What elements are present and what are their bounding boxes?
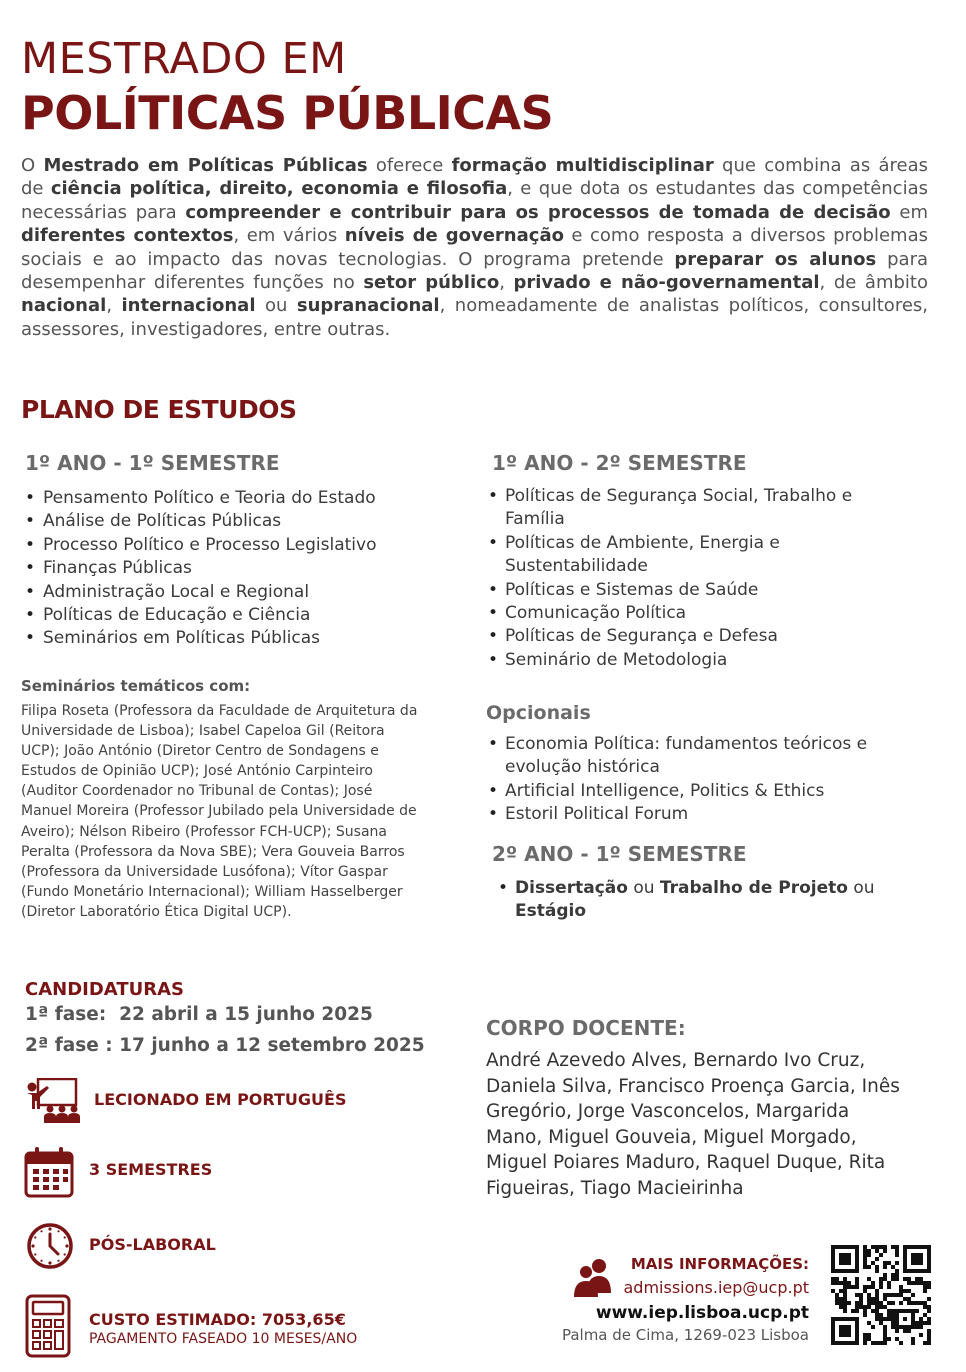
sem1-course-item: • Pensamento Político e Teoria do Estado: [21, 487, 461, 510]
feature-schedule: PÓS-LABORAL: [89, 1235, 216, 1254]
sem2-list: [486, 485, 906, 672]
corpo-docente-title: CORPO DOCENTE:: [486, 1016, 686, 1040]
optional-course-item: • Artificial Intelligence, Politics & Ethics: [486, 780, 906, 803]
title-line1: MESTRADO EM: [21, 34, 347, 84]
sem2-course-item: • Comunicação Política: [486, 602, 906, 625]
sem1-title: 1º ANO - 1º SEMESTRE: [25, 451, 280, 475]
teacher-icon: [24, 1078, 80, 1124]
calendar-icon: [24, 1146, 74, 1198]
sem1-course-item: • Finanças Públicas: [21, 557, 461, 580]
section-title-plano: PLANO DE ESTUDOS: [21, 395, 297, 424]
intro-text: , nomeadamente de analistas políticos, consultores, assessores, investigadores, entre outras.: [21, 295, 928, 340]
opcionais-title: Opcionais: [486, 702, 591, 724]
sem2-title: 1º ANO - 2º SEMESTRE: [492, 451, 747, 475]
people-icon: [573, 1257, 613, 1297]
sem3-sep: ou: [847, 878, 875, 898]
intro-text: que combina as áreas de: [21, 155, 929, 200]
intro-text: e como resposta a diversos problemas sociais e ao impacto das novas tecnologias. O programa pretende: [21, 225, 928, 270]
sem3-dissertacao: Dissertação: [515, 878, 628, 898]
intro-text: , em vários: [233, 225, 345, 247]
sem1-course-item: • Seminários em Políticas Públicas: [21, 627, 461, 650]
optional-course-item: • Estoril Political Forum: [486, 803, 906, 826]
intro-text: oferece: [367, 155, 452, 176]
optional-course-item: • Economia Política: fundamentos teóricos e evolução histórica: [486, 733, 906, 780]
fase1-label: 1ª fase:: [25, 1004, 107, 1025]
qr-code-icon: [831, 1245, 931, 1345]
intro-text: O: [21, 155, 44, 176]
intro-highlight: privado e não-governamental: [513, 272, 820, 294]
intro-text: ,: [106, 295, 122, 317]
sem1-course-item: • Administração Local e Regional: [21, 581, 461, 604]
info-email[interactable]: admissions.iep@ucp.pt: [623, 1278, 809, 1297]
intro-highlight: preparar os alunos: [674, 248, 877, 270]
intro-highlight: nacional: [21, 295, 107, 317]
sem3-list: [496, 877, 896, 924]
sem3-sep: ou: [627, 878, 660, 898]
intro-highlight: formação multidisciplinar: [451, 155, 714, 176]
opcionais-list: [486, 733, 906, 827]
sem2-course-item: • Políticas de Ambiente, Energia e Sustentabilidade: [486, 532, 906, 579]
sem1-course-item: • Políticas de Educação e Ciência: [21, 604, 461, 627]
sem1-course-item: • Análise de Políticas Públicas: [21, 510, 461, 533]
fase1: [25, 1004, 373, 1025]
feature-payment: PAGAMENTO FASEADO 10 MESES/ANO: [89, 1331, 358, 1347]
intro-paragraph: [21, 154, 928, 341]
feature-language: LECIONADO EM PORTUGUÊS: [94, 1090, 347, 1109]
fase2-dates: 17 junho a 12 setembro 2025: [119, 1035, 425, 1056]
feature-cost: CUSTO ESTIMADO: 7053,65€: [89, 1310, 346, 1329]
candidaturas-title: CANDIDATURAS: [25, 979, 184, 1000]
sem3-item: [496, 877, 896, 924]
info-website[interactable]: www.iep.lisboa.ucp.pt: [595, 1303, 809, 1323]
title-line2: POLÍTICAS PÚBLICAS: [21, 86, 554, 140]
intro-highlight: setor público: [363, 272, 500, 294]
sem2-course-item: • Políticas e Sistemas de Saúde: [486, 579, 906, 602]
sem3-estagio: Estágio: [515, 901, 587, 922]
intro-highlight: Mestrado em Políticas Públicas: [43, 155, 368, 176]
sem3-trabalho: Trabalho de Projeto: [659, 878, 848, 898]
intro-highlight: compreender e contribuir para os processos de tomada de decisão: [185, 201, 891, 223]
seminarios-title: Seminários temáticos com:: [21, 677, 251, 695]
sem2-course-item: • Seminário de Metodologia: [486, 649, 906, 672]
fase2-label: 2ª fase :: [25, 1035, 113, 1056]
calculator-icon: [25, 1294, 71, 1358]
fase2: [25, 1035, 425, 1056]
intro-highlight: ciência política, direito, economia e filosofia: [50, 178, 508, 200]
fase1-dates: 22 abril a 15 junho 2025: [119, 1004, 373, 1025]
seminarios-text: Filipa Roseta (Professora da Faculdade de Arquitetura da Universidade de Lisboa); Isabel Capeloa Gil (Reitora UCP); João António (Diretor Centro de Sondagens e Estudos de Opinião UCP); José António Carpinteiro (Auditor Coordenador no Tribunal de Contas); José Manuel Moreira (Professor Jubilado pela Universidade de Aveiro); Nélson Ribeiro (Professor FCH-UCP); Susana Peralta (Professora da Nova SBE); Vera Gouveia Barros (Professora da Universidade Lusófona); Vítor Gaspar (Fundo Monetário Internacional); William Hasselberger (Diretor Laboratório Ética Digital UCP).: [21, 703, 418, 920]
info-title: MAIS INFORMAÇÕES:: [630, 1255, 809, 1273]
intro-text: , e que dota os estudantes das competências necessárias para: [21, 178, 928, 223]
info-address: Palma de Cima, 1269-023 Lisboa: [561, 1326, 809, 1344]
feature-semesters: 3 SEMESTRES: [89, 1160, 213, 1179]
intro-text: ,: [499, 272, 514, 294]
sem2-course-item: • Políticas de Segurança e Defesa: [486, 625, 906, 648]
intro-text: em: [890, 201, 928, 223]
intro-highlight: níveis de governação: [344, 225, 564, 247]
intro-highlight: supranacional: [296, 295, 440, 317]
intro-text: para desempenhar diferentes funções no: [21, 248, 929, 294]
intro-text: , de âmbito: [819, 272, 928, 294]
intro-text: ou: [255, 295, 297, 317]
corpo-docente-text: André Azevedo Alves, Bernardo Ivo Cruz, Daniela Silva, Francisco Proença Garcia, Inês Gregório, Jorge Vasconcelos, Margarida Mano, Miguel Gouveia, Miguel Morgado, Miguel Poiares Maduro, Raquel Duque, Rita Figueiras, Tiago Macieirinha: [486, 1050, 900, 1199]
sem1-course-item: • Processo Político e Processo Legislativo: [21, 534, 461, 557]
intro-highlight: internacional: [121, 295, 256, 317]
sem1-list: [21, 487, 461, 651]
sem3-title: 2º ANO - 1º SEMESTRE: [492, 842, 747, 866]
sem2-course-item: • Políticas de Segurança Social, Trabalho e Família: [486, 485, 906, 532]
clock-icon: [26, 1222, 74, 1270]
intro-highlight: diferentes contextos: [21, 225, 234, 247]
